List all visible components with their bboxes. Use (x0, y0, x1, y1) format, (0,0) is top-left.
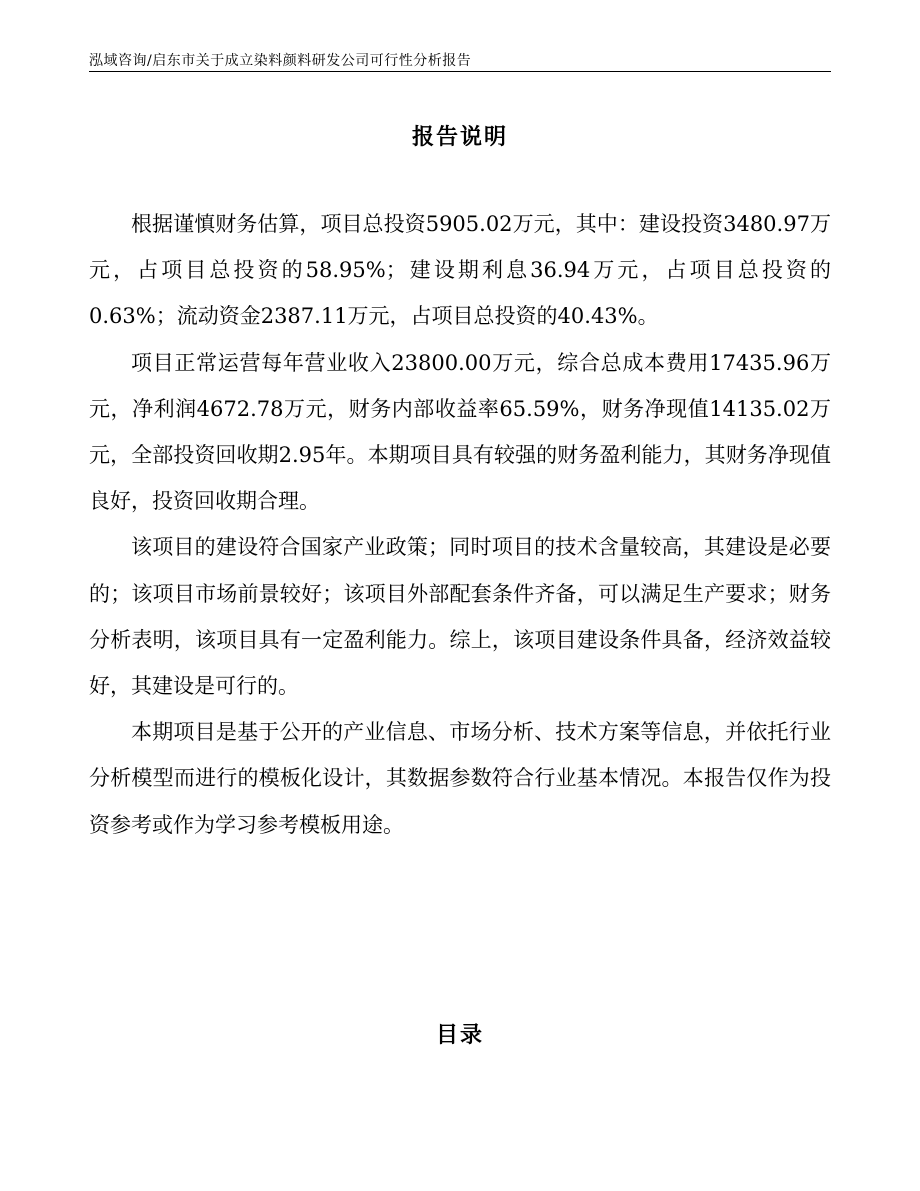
report-body (89, 201, 831, 848)
paragraph-investment: 根据谨慎财务估算，项目总投资5905.02万元，其中：建设投资3480.97万元，占项目总投资的58.95%；建设期利息36.94万元，占项目总投资的0.63%；流动资金2387.11万元，占项目总投资的40.43%。 (89, 212, 831, 329)
paragraph-revenue: 项目正常运营每年营业收入23800.00万元，综合总成本费用17435.96万元，净利润4672.78万元，财务内部收益率65.59%，财务净现值14135.02万元，全部投资回收期2.95年。本期项目具有较强的财务盈利能力，其财务净现值良好，投资回收期合理。 (89, 350, 831, 514)
toc-title: 目录 (435, 1022, 484, 1048)
header-divider (89, 71, 831, 72)
section-title: 报告说明 (411, 124, 508, 150)
paragraph-feasibility: 该项目的建设符合国家产业政策；同时项目的技术含量较高，其建设是必要的；该项目市场前景较好；该项目外部配套条件齐备，可以满足生产要求；财务分析表明，该项目具有一定盈利能力。综上，该项目建设条件具备，经济效益较好，其建设是可行的。 (89, 535, 831, 699)
paragraph-disclaimer: 本期项目是基于公开的产业信息、市场分析、技术方案等信息，并依托行业分析模型而进行的模板化设计，其数据参数符合行业基本情况。本报告仅作为投资参考或作为学习参考模板用途。 (89, 720, 831, 837)
page-header: 泓域咨询/启东市关于成立染料颜料研发公司可行性分析报告 (89, 53, 472, 69)
